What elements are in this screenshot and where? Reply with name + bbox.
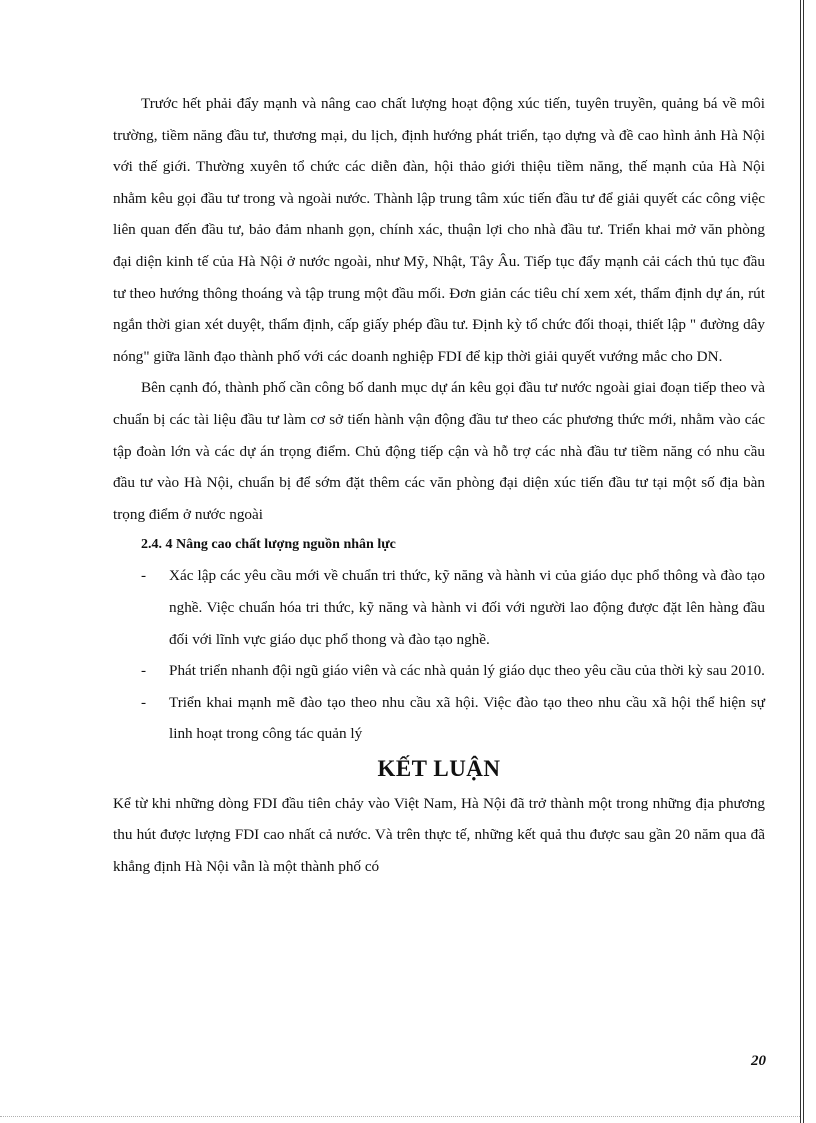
list-item-text: Xác lập các yêu cầu mới về chuẩn tri thức, kỹ năng và hành vi của giáo dục phổ thông và đào tạo nghề. Việc chuẩn hóa tri thức, kỹ năng và hành vi đối với người lao động được đặt lên hàng đầu đối với lĩnh vực giáo dục phổ thong và đào tạo nghề. <box>169 567 765 648</box>
bullet-dash: - <box>141 567 147 585</box>
document-body <box>113 88 765 883</box>
conclusion-paragraph: Kể từ khi những dòng FDI đầu tiên chảy vào Việt Nam, Hà Nội đã trở thành một trong những địa phương thu hút được lượng FDI cao nhất cả nước. Và trên thực tế, những kết quả thu được sau gần 20 năm qua đã khẳng định Hà Nội vẫn là một thành phố có <box>113 794 765 876</box>
body-paragraph-promotion: Trước hết phải đẩy mạnh và nâng cao chất lượng hoạt động xúc tiến, tuyên truyền, quảng bá về môi trường, tiềm năng đầu tư, thương mại, du lịch, định hướng phát triển, tạo dựng và đề cao hình ảnh Hà Nội với thế giới. Thường xuyên tổ chức các diễn đàn, hội thảo giới thiệu tiềm năng, thế mạnh của Hà Nội nhằm kêu gọi đầu tư trong và ngoài nước. Thành lập trung tâm xúc tiến đầu tư để giải quyết các công việc liên quan đến đầu tư, bảo đảm nhanh gọn, chính xác, thuận lợi cho nhà đầu tư. Triển khai mở văn phòng đại diện kinh tế của Hà Nội ở nước ngoài, như Mỹ, Nhật, Tây Âu. Tiếp tục đẩy mạnh cải cách thủ tục đầu tư theo hướng thông thoáng và tập trung một đầu mối. Đơn giản các tiêu chí xem xét, thẩm định dự án, rút ngắn thời gian xét duyệt, thẩm định, cấp giấy phép đầu tư. Định kỳ tổ chức đối thoại, thiết lập " đường dây nóng" giữa lãnh đạo thành phố với các doanh nghiệp FDI để kịp thời giải quyết vướng mắc cho DN. <box>113 95 765 365</box>
list-item-text: Triển khai mạnh mẽ đào tạo theo nhu cầu xã hội. Việc đào tạo theo nhu cầu xã hội thể hiện sự linh hoạt trong công tác quản lý <box>169 693 765 743</box>
list-item <box>113 687 765 750</box>
list-item <box>113 560 765 655</box>
page-border-bottom <box>0 1116 800 1117</box>
bullet-dash: - <box>141 693 147 711</box>
page-border-right <box>800 0 804 1123</box>
list-item <box>113 655 765 687</box>
conclusion-title: KẾT LUẬN <box>377 755 501 781</box>
page-number: 20 <box>751 1053 766 1069</box>
section-heading: 2.4. 4 Nâng cao chất lượng nguồn nhân lực <box>141 537 396 553</box>
body-paragraph-project-list: Bên cạnh đó, thành phố cần công bố danh mục dự án kêu gọi đầu tư nước ngoài giai đoạn tiếp theo và chuẩn bị các tài liệu đầu tư làm cơ sở tiến hành vận động đầu tư theo các phương thức mới, nhằm vào các tập đoàn lớn và các dự án trọng điểm. Chủ động tiếp cận và hỗ trợ các nhà đầu tư tiềm năng có nhu cầu đầu tư vào Hà Nội, chuẩn bị để sớm đặt thêm các văn phòng đại diện xúc tiến đầu tư tại một số địa bàn trọng điểm ở nước ngoài <box>113 379 765 523</box>
bullet-list <box>113 560 765 750</box>
list-item-text: Phát triển nhanh đội ngũ giáo viên và các nhà quản lý giáo dục theo yêu cầu của thời kỳ sau 2010. <box>169 662 765 680</box>
bullet-dash: - <box>141 662 147 680</box>
